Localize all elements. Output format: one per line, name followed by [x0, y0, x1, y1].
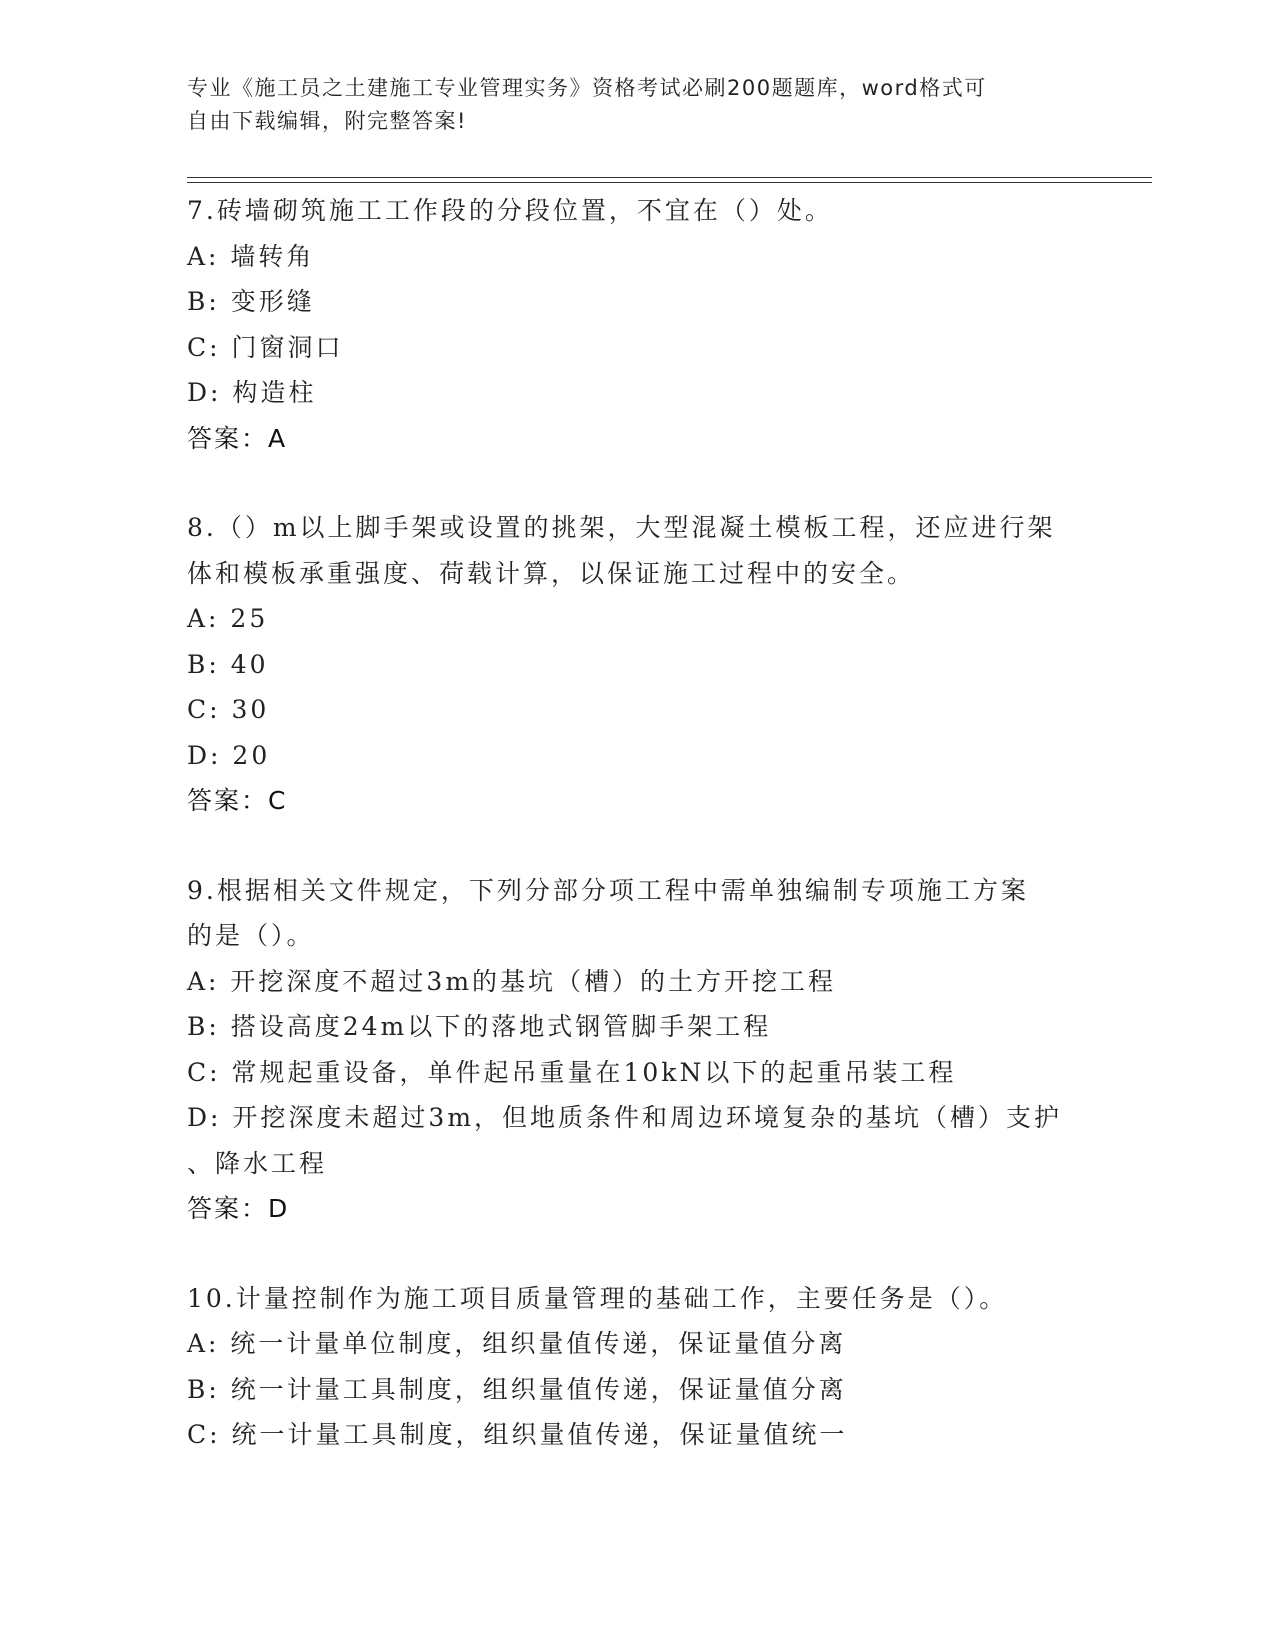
question-8: [187, 505, 1087, 824]
option-b: B: 40: [187, 649, 269, 679]
question-7: [187, 188, 1087, 461]
option-b: B: 变形缝: [187, 287, 315, 316]
question-stem-continued: 的是（）。: [187, 921, 315, 950]
option-b: B: 统一计量工具制度，组织量值传递，保证量值分离: [187, 1374, 847, 1404]
answer-label: 答案：C: [187, 786, 288, 815]
question-stem: 10.计量控制作为施工项目质量管理的基础工作，主要任务是（）。: [187, 1283, 1008, 1313]
option-a: A: 开挖深度不超过3m的基坑（槽）的土方开挖工程: [187, 966, 837, 996]
option-c: C: 30: [187, 695, 270, 724]
option-d-continued: 、降水工程: [187, 1148, 328, 1178]
question-10: [187, 1276, 1087, 1458]
document-header: [187, 72, 1067, 138]
header-divider-bottom: [187, 182, 1152, 183]
question-stem: 7.砖墙砌筑施工工作段的分段位置，不宜在（）处。: [187, 196, 833, 225]
question-9: [187, 868, 1087, 1232]
option-d: D: 开挖深度未超过3m，但地质条件和周边环境复杂的基坑（槽）支护: [187, 1103, 1063, 1132]
answer-label: 答案：D: [187, 1194, 290, 1223]
option-c: C: 统一计量工具制度，组织量值传递，保证量值统一: [187, 1420, 848, 1449]
option-d: D: 构造柱: [187, 378, 317, 407]
option-d: D: 20: [187, 740, 271, 770]
option-a: A: 墙转角: [187, 241, 315, 271]
option-a: A: 25: [187, 604, 269, 633]
header-title-line-2: 自由下载编辑，附完整答案!: [187, 109, 467, 133]
question-list: [187, 188, 1087, 1458]
question-stem: 9.根据相关文件规定，下列分部分项工程中需单独编制专项施工方案: [187, 875, 1029, 905]
option-a: A: 统一计量单位制度，组织量值传递，保证量值分离: [187, 1329, 847, 1358]
question-stem-continued: 体和模板承重强度、荷载计算，以保证施工过程中的安全。: [187, 558, 916, 588]
option-c: C: 常规起重设备，单件起吊重量在10kN以下的起重吊装工程: [187, 1057, 957, 1087]
header-title-line-1: 专业《施工员之土建施工专业管理实务》资格考试必刷200题题库，word格式可: [187, 76, 987, 100]
answer-label: 答案：A: [187, 423, 288, 453]
option-b: B: 搭设高度24m以下的落地式钢管脚手架工程: [187, 1012, 772, 1041]
question-stem: 8.（）m以上脚手架或设置的挑架，大型混凝土模板工程，还应进行架: [187, 513, 1056, 542]
header-divider-top: [187, 177, 1152, 178]
option-c: C: 门窗洞口: [187, 332, 344, 362]
